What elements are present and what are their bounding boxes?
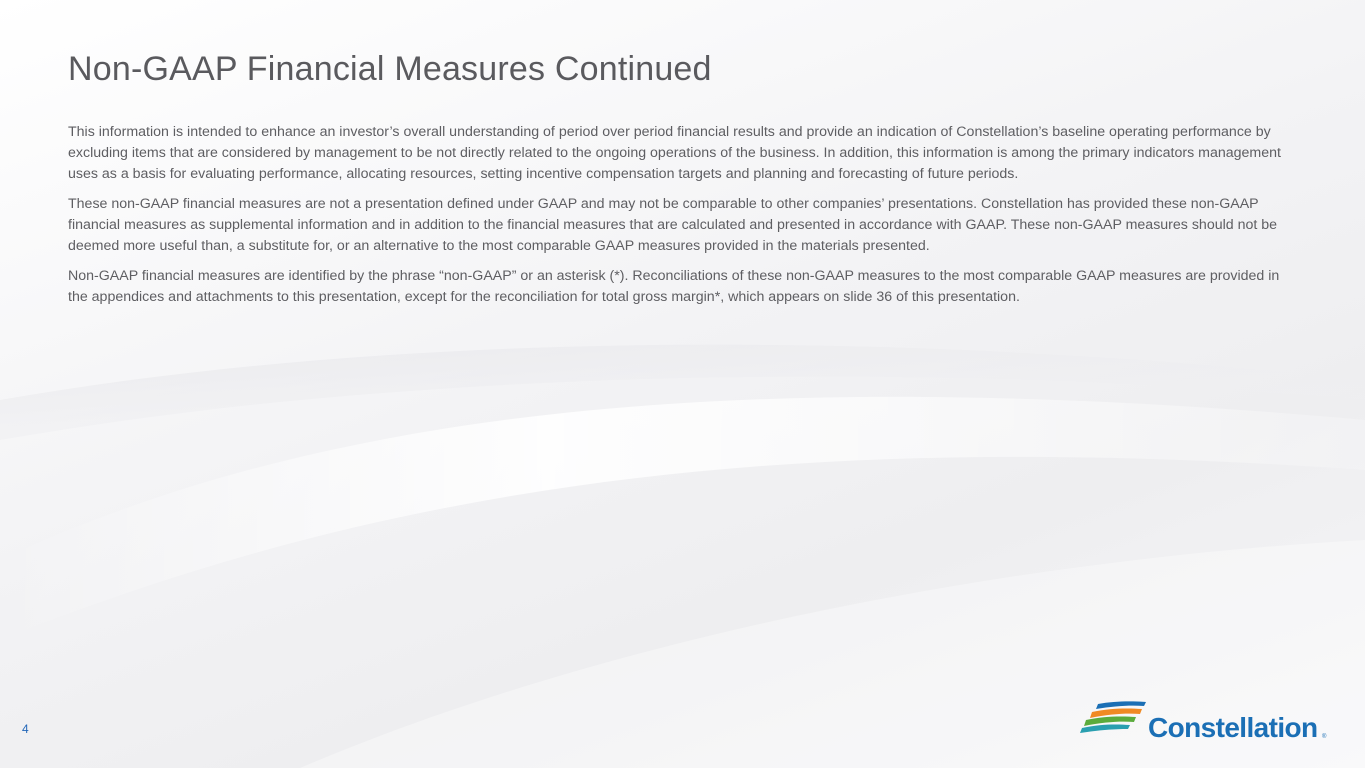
body-text (68, 122, 1300, 317)
paragraph-reconciliation: Non-GAAP financial measures are identified by the phrase “non-GAAP” or an asterisk (*). Reconciliations of these non-GAAP measures to the most comparable GAAP measures are provided in the appendices and attachments to this presentation, except for the reconciliation for total gross margin*, which appears on slide 36 of this presentation. (68, 268, 1280, 305)
paragraph-purpose: This information is intended to enhance an investor’s overall understanding of period over period financial results and provide an indication of Constellation’s baseline operating performance by excluding items that are considered by management to be not directly related to the ongoing operations of the business. In addition, this information is among the primary indicators management uses as a basis for evaluating performance, allocating resources, setting incentive compensation targets and planning and forecasting of future periods. (68, 124, 1281, 182)
slide-title: Non-GAAP Financial Measures Continued (68, 50, 712, 88)
constellation-logo (1080, 700, 1330, 748)
logo-wordmark: Constellation (1148, 712, 1318, 743)
constellation-logo-icon (1080, 700, 1148, 736)
page-number: 4 (22, 722, 29, 736)
registered-mark: ® (1322, 734, 1327, 740)
paragraph-disclaimer: These non-GAAP financial measures are not a presentation defined under GAAP and may not be comparable to other companies’ presentations. Constellation has provided these non-GAAP financial measures as supplemental information and in addition to the financial measures that are calculated and presented in accordance with GAAP. These non-GAAP measures should not be deemed more useful than, a substitute for, or an alternative to the most comparable GAAP measures provided in the materials presented. (68, 196, 1278, 254)
